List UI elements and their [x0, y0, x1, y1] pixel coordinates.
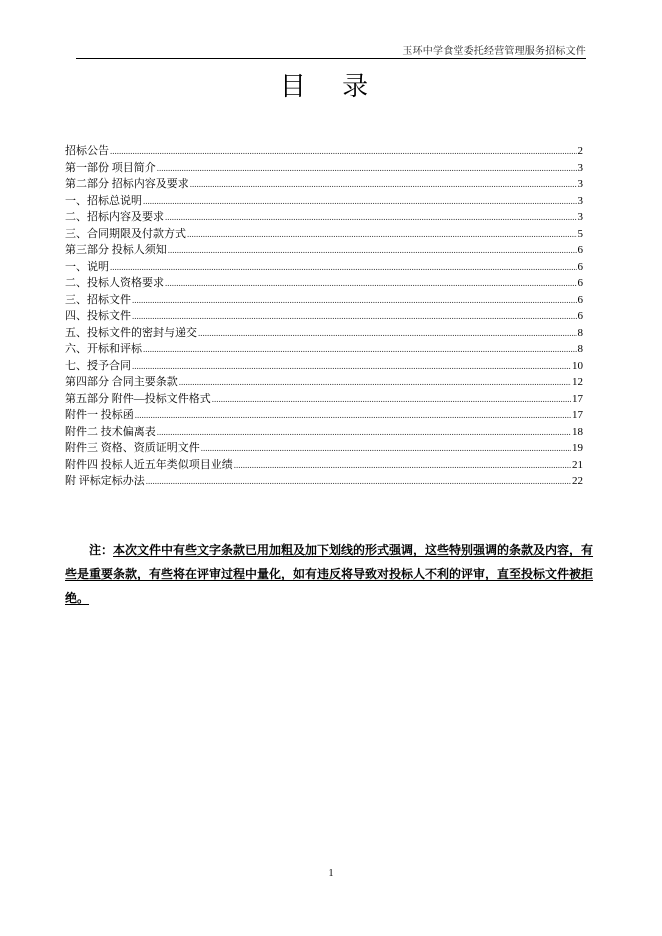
toc-leader-dots: [143, 341, 577, 358]
toc-entry-label: 第四部分 合同主要条款: [65, 376, 178, 388]
toc-leader-dots: [157, 160, 577, 177]
toc-entry[interactable]: [65, 407, 583, 424]
toc-leader-dots: [110, 259, 577, 276]
toc-entry-page: 6: [577, 277, 583, 289]
toc-entry-page: 3: [577, 211, 583, 223]
toc-entry-page: 3: [577, 178, 583, 190]
toc-entry-label: 第五部分 附件—投标文件格式: [65, 392, 211, 405]
toc-entry-label: 一、说明: [65, 260, 109, 273]
toc-entry-page: 6: [577, 293, 583, 306]
toc-entry-label: 附件二 技术偏离表: [65, 425, 156, 438]
toc-entry-page: 18: [572, 425, 583, 438]
toc-entry-page: 21: [572, 458, 583, 471]
note-lead-label: 注：: [89, 543, 114, 557]
toc-entry[interactable]: [65, 457, 583, 474]
toc-entry-label: 二、招标内容及要求: [65, 211, 164, 223]
toc-entry-label: 附件一 投标函: [65, 409, 134, 421]
toc-entry-label: 招标公告: [65, 145, 109, 157]
toc-entry[interactable]: [65, 341, 583, 358]
toc-entry-page: 3: [577, 194, 583, 207]
toc-entry-page: 5: [577, 227, 583, 240]
toc-entry-label: 附件四 投标人近五年类似项目业绩: [65, 458, 233, 471]
toc-entry-page: 2: [577, 145, 583, 157]
toc-entry[interactable]: [65, 160, 583, 177]
toc-entry[interactable]: [65, 242, 583, 259]
toc-entry-label: 第二部分 招标内容及要求: [65, 178, 189, 190]
toc-entry-page: 10: [572, 359, 583, 372]
page-number: 1: [328, 868, 334, 879]
toc-entry-label: 七、授予合同: [65, 359, 131, 372]
page-title: 目 录: [279, 72, 383, 102]
toc-leader-dots: [187, 226, 577, 243]
toc-entry-label: 四、投标文件: [65, 310, 131, 322]
toc-leader-dots: [168, 242, 577, 259]
header-document-title: 玉环中学食堂委托经营管理服务招标文件: [402, 46, 586, 57]
toc-entry-page: 6: [577, 260, 583, 273]
toc-entry-label: 六、开标和评标: [65, 343, 142, 355]
toc-entry-label: 三、招标文件: [65, 293, 131, 306]
toc-leader-dots: [132, 358, 571, 375]
emphasis-note: [65, 538, 597, 610]
toc-leader-dots: [132, 308, 577, 325]
toc-entry-label: 一、招标总说明: [65, 194, 142, 207]
toc-leader-dots: [110, 143, 577, 160]
toc-entry-label: 五、投标文件的密封与递交: [65, 326, 197, 339]
toc-entry-page: 8: [577, 326, 583, 339]
toc-leader-dots: [165, 275, 577, 292]
toc-entry[interactable]: [65, 226, 583, 243]
toc-entry-label: 二、投标人资格要求: [65, 277, 164, 289]
table-of-contents: [65, 143, 583, 490]
toc-entry[interactable]: [65, 292, 583, 309]
toc-leader-dots: [190, 176, 577, 193]
toc-leader-dots: [198, 325, 577, 342]
toc-entry-page: 22: [572, 475, 583, 487]
toc-leader-dots: [146, 473, 571, 490]
note-body-text: 本次文件中有些文字条款已用加粗及加下划线的形式强调，这些特别强调的条款及内容，有些是重要条款，有些将在评审过程中量化，如有违反将导致对投标人不利的评审，直至投标文件被拒绝。: [65, 543, 594, 605]
toc-entry-label: 附 评标定标办法: [65, 475, 145, 487]
toc-leader-dots: [234, 457, 571, 474]
toc-leader-dots: [212, 391, 571, 408]
toc-entry[interactable]: [65, 275, 583, 292]
toc-entry[interactable]: [65, 358, 583, 375]
toc-entry-label: 第三部分 投标人须知: [65, 244, 167, 256]
toc-entry-page: 6: [577, 244, 583, 256]
toc-entry[interactable]: [65, 440, 583, 457]
toc-entry-page: 17: [572, 409, 583, 421]
toc-entry-label: 第一部份 项目简介: [65, 161, 156, 174]
toc-entry[interactable]: [65, 308, 583, 325]
toc-entry[interactable]: [65, 424, 583, 441]
toc-entry[interactable]: [65, 374, 583, 391]
toc-entry[interactable]: [65, 325, 583, 342]
toc-leader-dots: [179, 374, 571, 391]
toc-entry-page: 3: [577, 161, 583, 174]
toc-leader-dots: [157, 424, 571, 441]
toc-leader-dots: [135, 407, 571, 424]
toc-entry-page: 17: [572, 392, 583, 405]
toc-leader-dots: [165, 209, 577, 226]
toc-entry[interactable]: [65, 143, 583, 160]
toc-entry[interactable]: [65, 176, 583, 193]
toc-entry[interactable]: [65, 259, 583, 276]
toc-leader-dots: [143, 193, 577, 210]
toc-entry[interactable]: [65, 473, 583, 490]
toc-entry-page: 12: [572, 376, 583, 388]
toc-entry-label: 三、合同期限及付款方式: [65, 227, 186, 240]
toc-entry-page: 8: [577, 343, 583, 355]
running-header: [76, 44, 586, 59]
toc-entry-page: 19: [572, 442, 583, 454]
toc-entry[interactable]: [65, 193, 583, 210]
toc-entry[interactable]: [65, 391, 583, 408]
toc-leader-dots: [132, 292, 577, 309]
toc-leader-dots: [201, 440, 571, 457]
toc-entry-label: 附件三 资格、资质证明文件: [65, 442, 200, 454]
toc-entry-page: 6: [577, 310, 583, 322]
toc-entry[interactable]: [65, 209, 583, 226]
